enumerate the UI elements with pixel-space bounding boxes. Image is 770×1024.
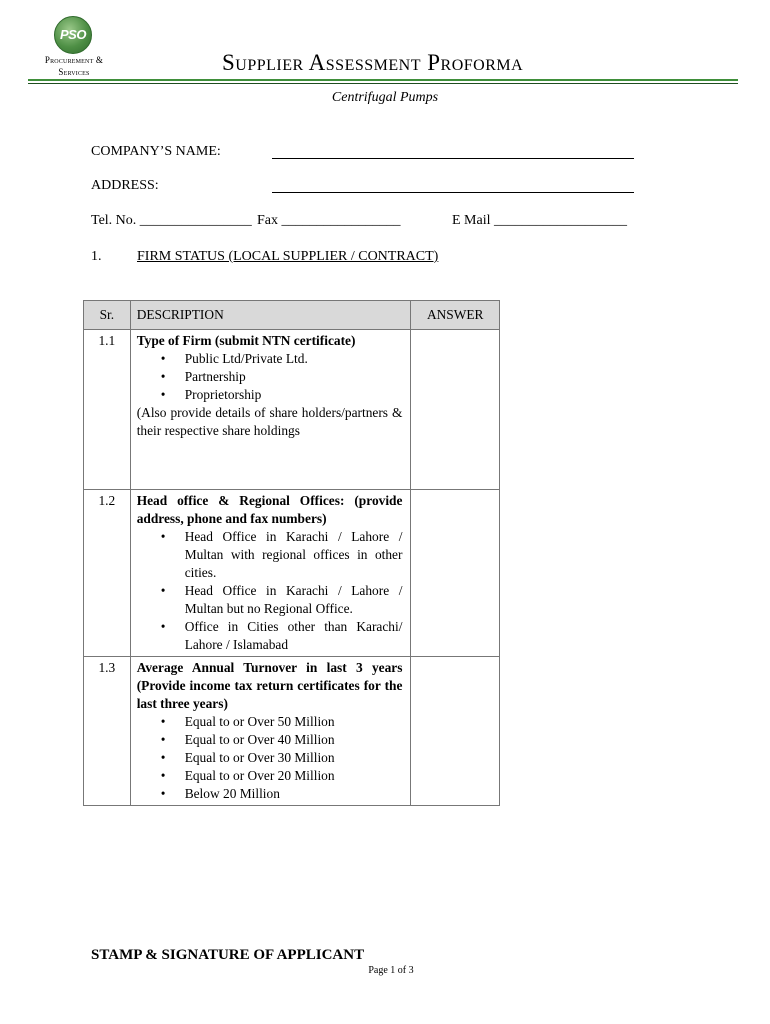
row-description	[130, 657, 411, 806]
tel-field[interactable]: Tel. No. ________________	[91, 213, 252, 228]
option-item: • Equal to or Over 20 Million	[185, 767, 403, 785]
page-number: Page 1 of 3	[368, 965, 414, 976]
table-row	[84, 490, 500, 657]
header-sr: Sr.	[84, 301, 131, 330]
option-item: • Below 20 Million	[185, 785, 403, 803]
option-item: • Equal to or Over 40 Million	[185, 731, 403, 749]
option-list	[137, 713, 403, 803]
option-item: • Head Office in Karachi / Lahore / Multan with regional offices in other cities.	[185, 528, 403, 582]
row-sr: 1.3	[84, 657, 131, 806]
row-heading: Head office & Regional Offices: (provide address, phone and fax numbers)	[136, 493, 403, 526]
answer-cell[interactable]	[411, 330, 500, 490]
header-rule-green	[28, 79, 738, 81]
table-row	[84, 657, 500, 806]
answer-cell[interactable]	[411, 657, 500, 806]
address-field[interactable]	[272, 192, 634, 193]
row-sr: 1.1	[84, 330, 131, 490]
row-note: (Also provide details of share holders/partners & their respective share holdings	[136, 405, 403, 438]
row-heading: Average Annual Turnover in last 3 years (Provide income tax return certificates for the last three years)	[136, 660, 403, 711]
option-item: • Public Ltd/Private Ltd.	[185, 350, 403, 368]
department-name	[30, 54, 118, 78]
stamp-signature-label: STAMP & SIGNATURE OF APPLICANT	[91, 947, 365, 963]
company-name-field[interactable]	[272, 158, 634, 159]
option-item: • Equal to or Over 50 Million	[185, 713, 403, 731]
option-item: • Head Office in Karachi / Lahore / Multan but no Regional Office.	[185, 582, 403, 618]
address-label: ADDRESS:	[91, 178, 159, 193]
option-item: • Proprietorship	[185, 386, 403, 404]
header-rule-dark	[28, 83, 738, 84]
option-list	[137, 350, 403, 404]
department-line-1: Procurement &	[44, 55, 104, 65]
assessment-table	[83, 300, 500, 806]
pso-logo	[54, 16, 92, 54]
section-title: FIRM STATUS (LOCAL SUPPLIER / CONTRACT)	[137, 249, 439, 264]
row-description	[130, 490, 411, 657]
header-answer: ANSWER	[411, 301, 500, 330]
subtitle: Centrifugal Pumps	[331, 90, 439, 105]
section-number: 1.	[91, 249, 102, 264]
option-item: • Partnership	[185, 368, 403, 386]
page-title: Supplier Assessment Proforma	[222, 50, 524, 75]
row-description	[130, 330, 411, 490]
row-sr: 1.2	[84, 490, 131, 657]
option-item: • Office in Cities other than Karachi/ Lahore / Islamabad	[185, 618, 403, 654]
table-header-row	[84, 301, 500, 330]
email-field[interactable]: E Mail ___________________	[452, 213, 627, 228]
option-list	[137, 528, 403, 654]
row-heading: Type of Firm (submit NTN certificate)	[136, 333, 356, 348]
department-line-2: Services	[58, 67, 90, 77]
logo-text: PSO	[60, 27, 86, 42]
answer-cell[interactable]	[411, 490, 500, 657]
company-name-label: COMPANY’S NAME:	[91, 144, 221, 159]
header-description: DESCRIPTION	[130, 301, 411, 330]
table-row	[84, 330, 500, 490]
option-item: • Equal to or Over 30 Million	[185, 749, 403, 767]
fax-field[interactable]: Fax _________________	[257, 213, 401, 228]
